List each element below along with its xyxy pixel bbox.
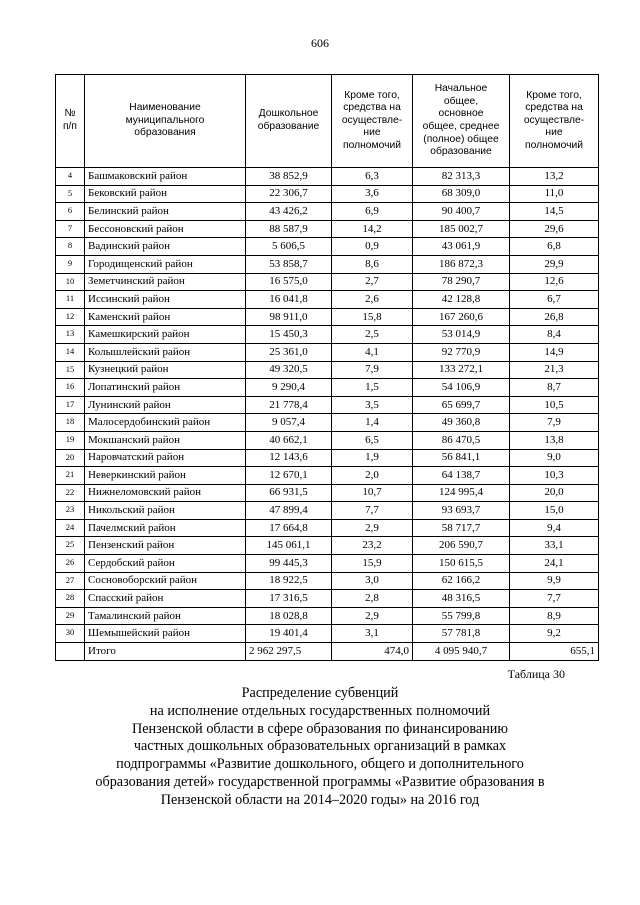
preschool-extra-amount: 2,7: [332, 273, 413, 291]
municipality-name: Нижнеломовский район: [85, 484, 246, 502]
preschool-amount: 18 922,5: [246, 572, 332, 590]
table-row: [56, 625, 599, 643]
total-row: [56, 643, 599, 661]
preschool-amount: 98 911,0: [246, 308, 332, 326]
general-extra-amount: 6,7: [510, 291, 599, 309]
general-extra-amount: 7,9: [510, 414, 599, 432]
table-label: Таблица 30: [507, 667, 565, 681]
table-row: [56, 168, 599, 186]
table-row: [56, 607, 599, 625]
municipality-name: Бековский район: [85, 185, 246, 203]
municipality-name: Малосердобинский район: [85, 414, 246, 432]
preschool-extra-amount: 6,5: [332, 431, 413, 449]
preschool-extra-amount: 3,6: [332, 185, 413, 203]
section-title-line: подпрограммы «Развитие дошкольного, общего и дополнительного: [116, 756, 524, 773]
row-number: 30: [56, 625, 85, 643]
row-number: 16: [56, 379, 85, 397]
header-preschool-extra: Кроме того, средства на осуществле- ние полномочий: [332, 75, 413, 168]
general-education-amount: 57 781,8: [413, 625, 510, 643]
preschool-extra-amount: 2,0: [332, 467, 413, 485]
table-row: [56, 537, 599, 555]
municipality-name: Лопатинский район: [85, 379, 246, 397]
general-education-amount: 58 717,7: [413, 519, 510, 537]
row-number: 27: [56, 572, 85, 590]
row-number: 4: [56, 168, 85, 186]
general-extra-amount: 8,9: [510, 607, 599, 625]
general-education-amount: 124 995,4: [413, 484, 510, 502]
header-general-education: Начальное общее, основное общее, среднее (полное) общее образование: [413, 75, 510, 168]
preschool-extra-amount: 3,0: [332, 572, 413, 590]
row-number: 22: [56, 484, 85, 502]
general-extra-amount: 13,2: [510, 168, 599, 186]
preschool-extra-amount: 2,6: [332, 291, 413, 309]
preschool-extra-amount: 2,5: [332, 326, 413, 344]
preschool-amount: 22 306,7: [246, 185, 332, 203]
section-title: [40, 685, 600, 810]
preschool-amount: 12 670,1: [246, 467, 332, 485]
preschool-amount: 16 041,8: [246, 291, 332, 309]
municipality-name: Неверкинский район: [85, 467, 246, 485]
general-extra-amount: 24,1: [510, 555, 599, 573]
preschool-extra-amount: 4,1: [332, 343, 413, 361]
preschool-amount: 145 061,1: [246, 537, 332, 555]
row-number: 21: [56, 467, 85, 485]
municipality-name: Итого: [85, 643, 246, 661]
general-extra-amount: 29,6: [510, 220, 599, 238]
general-extra-amount: 13,8: [510, 431, 599, 449]
row-number: 11: [56, 291, 85, 309]
preschool-amount: 9 057,4: [246, 414, 332, 432]
preschool-amount: 17 316,5: [246, 590, 332, 608]
general-education-amount: 65 699,7: [413, 396, 510, 414]
section-title-line: Пензенской области на 2014–2020 годы» на 2016 год: [160, 791, 480, 808]
general-education-amount: 90 400,7: [413, 203, 510, 221]
table-row: [56, 414, 599, 432]
preschool-extra-amount: 1,5: [332, 379, 413, 397]
municipality-name: Пачелмский район: [85, 519, 246, 537]
general-education-amount: 133 272,1: [413, 361, 510, 379]
general-extra-amount: 6,8: [510, 238, 599, 256]
general-education-amount: 68 309,0: [413, 185, 510, 203]
municipality-name: Колышлейский район: [85, 343, 246, 361]
preschool-amount: 47 899,4: [246, 502, 332, 520]
general-extra-amount: 655,1: [510, 643, 599, 661]
row-number: 6: [56, 203, 85, 221]
table-row: [56, 308, 599, 326]
general-extra-amount: 11,0: [510, 185, 599, 203]
general-extra-amount: 26,8: [510, 308, 599, 326]
general-extra-amount: 9,0: [510, 449, 599, 467]
row-number: 29: [56, 607, 85, 625]
page-number: 606: [311, 36, 329, 50]
municipality-name: Мокшанский район: [85, 431, 246, 449]
general-extra-amount: 14,5: [510, 203, 599, 221]
table-row: [56, 519, 599, 537]
section-title-line: частных дошкольных образовательных организаций в рамках: [133, 738, 507, 755]
preschool-amount: 5 606,5: [246, 238, 332, 256]
municipality-name: Городищенский район: [85, 255, 246, 273]
general-extra-amount: 7,7: [510, 590, 599, 608]
header-number: № п/п: [56, 75, 85, 168]
general-extra-amount: 12,6: [510, 273, 599, 291]
preschool-amount: 99 445,3: [246, 555, 332, 573]
preschool-extra-amount: 2,9: [332, 519, 413, 537]
general-education-amount: 49 360,8: [413, 414, 510, 432]
row-number: [56, 643, 85, 661]
preschool-extra-amount: 1,4: [332, 414, 413, 432]
municipality-name: Кузнецкий район: [85, 361, 246, 379]
general-extra-amount: 10,5: [510, 396, 599, 414]
row-number: 23: [56, 502, 85, 520]
general-education-amount: 185 002,7: [413, 220, 510, 238]
municipality-name: Земетчинский район: [85, 273, 246, 291]
row-number: 8: [56, 238, 85, 256]
preschool-amount: 9 290,4: [246, 379, 332, 397]
general-education-amount: 206 590,7: [413, 537, 510, 555]
general-extra-amount: 9,2: [510, 625, 599, 643]
municipality-name: Камешкирский район: [85, 326, 246, 344]
header-preschool: Дошкольное образование: [246, 75, 332, 168]
row-number: 15: [56, 361, 85, 379]
table-row: [56, 396, 599, 414]
general-education-amount: 64 138,7: [413, 467, 510, 485]
preschool-amount: 17 664,8: [246, 519, 332, 537]
preschool-extra-amount: 23,2: [332, 537, 413, 555]
row-number: 17: [56, 396, 85, 414]
row-number: 14: [56, 343, 85, 361]
general-extra-amount: 15,0: [510, 502, 599, 520]
preschool-amount: 53 858,7: [246, 255, 332, 273]
preschool-extra-amount: 6,3: [332, 168, 413, 186]
table-row: [56, 220, 599, 238]
preschool-amount: 12 143,6: [246, 449, 332, 467]
table-row: [56, 467, 599, 485]
general-education-amount: 55 799,8: [413, 607, 510, 625]
general-education-amount: 93 693,7: [413, 502, 510, 520]
general-extra-amount: 14,9: [510, 343, 599, 361]
municipality-name: Вадинский район: [85, 238, 246, 256]
table-row: [56, 379, 599, 397]
section-title-line: Пензенской области в сфере образования по финансированию: [131, 720, 508, 737]
row-number: 13: [56, 326, 85, 344]
row-number: 20: [56, 449, 85, 467]
preschool-extra-amount: 2,9: [332, 607, 413, 625]
header-municipality: Наименование муниципального образования: [85, 75, 246, 168]
table-row: [56, 343, 599, 361]
general-extra-amount: 8,4: [510, 326, 599, 344]
table-row: [56, 572, 599, 590]
row-number: 5: [56, 185, 85, 203]
general-education-amount: 62 166,2: [413, 572, 510, 590]
row-number: 24: [56, 519, 85, 537]
table-row: [56, 590, 599, 608]
general-education-amount: 43 061,9: [413, 238, 510, 256]
general-extra-amount: 9,4: [510, 519, 599, 537]
section-title-line: образования детей» государственной программы «Развитие образования в: [95, 773, 545, 790]
preschool-extra-amount: 2,8: [332, 590, 413, 608]
table-row: [56, 273, 599, 291]
preschool-extra-amount: 15,8: [332, 308, 413, 326]
preschool-amount: 66 931,5: [246, 484, 332, 502]
preschool-extra-amount: 6,9: [332, 203, 413, 221]
preschool-extra-amount: 8,6: [332, 255, 413, 273]
table-row: [56, 185, 599, 203]
preschool-extra-amount: 7,9: [332, 361, 413, 379]
preschool-amount: 18 028,8: [246, 607, 332, 625]
general-extra-amount: 33,1: [510, 537, 599, 555]
row-number: 10: [56, 273, 85, 291]
general-education-amount: 48 316,5: [413, 590, 510, 608]
municipality-name: Бессоновский район: [85, 220, 246, 238]
municipality-name: Лунинский район: [85, 396, 246, 414]
municipality-name: Наровчатский район: [85, 449, 246, 467]
preschool-amount: 49 320,5: [246, 361, 332, 379]
section-title-line: на исполнение отдельных государственных полномочий: [149, 702, 491, 719]
section-title-line: Распределение субвенций: [241, 685, 399, 701]
general-education-amount: 92 770,9: [413, 343, 510, 361]
preschool-extra-amount: 1,9: [332, 449, 413, 467]
table-row: [56, 431, 599, 449]
subsidy-table: [55, 74, 599, 661]
general-education-amount: 78 290,7: [413, 273, 510, 291]
preschool-amount: 15 450,3: [246, 326, 332, 344]
table-row: [56, 238, 599, 256]
municipality-name: Белинский район: [85, 203, 246, 221]
municipality-name: Иссинский район: [85, 291, 246, 309]
general-education-amount: 42 128,8: [413, 291, 510, 309]
table-row: [56, 555, 599, 573]
general-extra-amount: 10,3: [510, 467, 599, 485]
preschool-amount: 21 778,4: [246, 396, 332, 414]
table-row: [56, 449, 599, 467]
preschool-amount: 2 962 297,5: [246, 643, 332, 661]
table-row: [56, 502, 599, 520]
general-education-amount: 54 106,9: [413, 379, 510, 397]
preschool-amount: 38 852,9: [246, 168, 332, 186]
preschool-extra-amount: 10,7: [332, 484, 413, 502]
general-extra-amount: 20,0: [510, 484, 599, 502]
municipality-name: Сердобский район: [85, 555, 246, 573]
preschool-amount: 40 662,1: [246, 431, 332, 449]
general-education-amount: 150 615,5: [413, 555, 510, 573]
preschool-extra-amount: 7,7: [332, 502, 413, 520]
row-number: 18: [56, 414, 85, 432]
table-header-row: [56, 75, 599, 168]
general-education-amount: 186 872,3: [413, 255, 510, 273]
general-education-amount: 82 313,3: [413, 168, 510, 186]
row-number: 26: [56, 555, 85, 573]
table-row: [56, 291, 599, 309]
preschool-amount: 43 426,2: [246, 203, 332, 221]
row-number: 28: [56, 590, 85, 608]
municipality-name: Шемышейский район: [85, 625, 246, 643]
row-number: 7: [56, 220, 85, 238]
general-education-amount: 53 014,9: [413, 326, 510, 344]
row-number: 25: [56, 537, 85, 555]
general-education-amount: 167 260,6: [413, 308, 510, 326]
general-extra-amount: 29,9: [510, 255, 599, 273]
preschool-amount: 19 401,4: [246, 625, 332, 643]
municipality-name: Пензенский район: [85, 537, 246, 555]
general-education-amount: 86 470,5: [413, 431, 510, 449]
preschool-extra-amount: 14,2: [332, 220, 413, 238]
table-row: [56, 255, 599, 273]
preschool-extra-amount: 15,9: [332, 555, 413, 573]
row-number: 19: [56, 431, 85, 449]
preschool-extra-amount: 474,0: [332, 643, 413, 661]
preschool-extra-amount: 3,1: [332, 625, 413, 643]
table-row: [56, 484, 599, 502]
municipality-name: Сосновоборский район: [85, 572, 246, 590]
table-row: [56, 361, 599, 379]
table-body: [56, 168, 599, 661]
row-number: 12: [56, 308, 85, 326]
preschool-extra-amount: 3,5: [332, 396, 413, 414]
general-education-amount: 56 841,1: [413, 449, 510, 467]
table-row: [56, 326, 599, 344]
municipality-name: Башмаковский район: [85, 168, 246, 186]
table-row: [56, 203, 599, 221]
municipality-name: Тамалинский район: [85, 607, 246, 625]
preschool-extra-amount: 0,9: [332, 238, 413, 256]
general-extra-amount: 8,7: [510, 379, 599, 397]
general-education-amount: 4 095 940,7: [413, 643, 510, 661]
general-extra-amount: 9,9: [510, 572, 599, 590]
municipality-name: Никольский район: [85, 502, 246, 520]
municipality-name: Каменский район: [85, 308, 246, 326]
preschool-amount: 16 575,0: [246, 273, 332, 291]
municipality-name: Спасский район: [85, 590, 246, 608]
header-general-extra: Кроме того, средства на осуществле- ние полномочий: [510, 75, 599, 168]
general-extra-amount: 21,3: [510, 361, 599, 379]
row-number: 9: [56, 255, 85, 273]
preschool-amount: 25 361,0: [246, 343, 332, 361]
preschool-amount: 88 587,9: [246, 220, 332, 238]
